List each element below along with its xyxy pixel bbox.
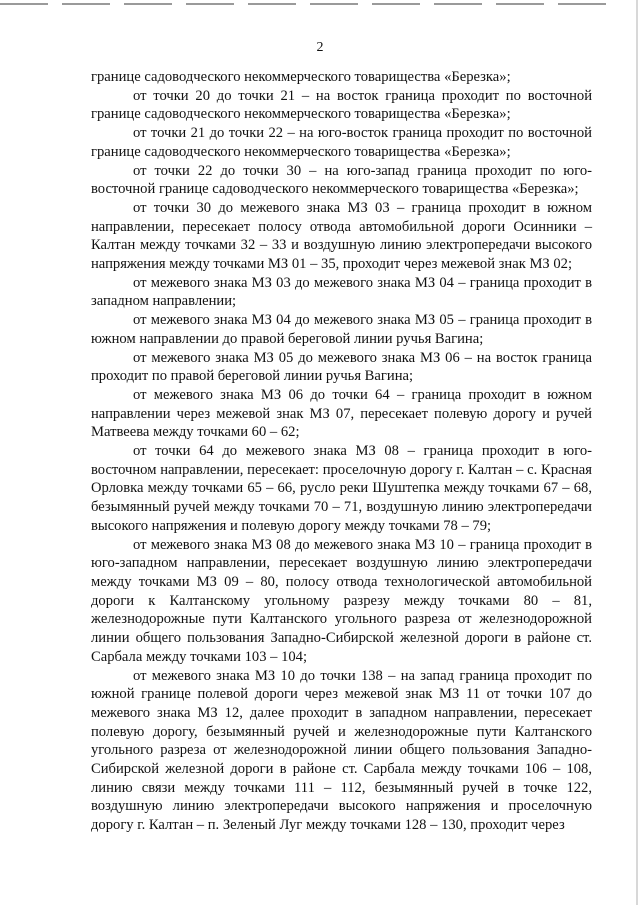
paragraph: от межевого знака МЗ 03 до межевого знака МЗ 04 – граница проходит в западном направлении; xyxy=(91,274,592,310)
paragraph-continuation: границе садоводческого некоммерческого товарищества «Березка»; xyxy=(91,69,511,85)
scan-edge-shadow xyxy=(636,0,638,905)
paragraph: от межевого знака МЗ 04 до межевого знака МЗ 05 – граница проходит в южном направлении до правой береговой линии ручья Вагина; xyxy=(91,312,592,347)
scan-edge-marks xyxy=(0,0,640,6)
page-number: 2 xyxy=(316,40,324,55)
paragraph: от межевого знака МЗ 10 до точки 138 – на запад граница проходит по южной границе полевой дороги через межевой знак МЗ 11 от точки 107 до межевого знака МЗ 12, далее проходит в западном направлении, пересекает полевую дорогу, безымянный ручей и железнодорожные пути Калтанского угольного разреза от железнодорожной линии общего пользования Западно-Сибирской железной дороги в районе ст. Сарбала между точками 106 – 108, линию связи между точками 111 – 112, безымянный ручей в точке 122, воздушную линию электропередачи высокого напряжения и проселочную дорогу г. Калтан – п. Зеленый Луг между точками 128 – 130, проходит через xyxy=(91,667,592,834)
paragraph: от точки 30 до межевого знака МЗ 03 – граница проходит в южном направлении, пересекает полосу отвода автомобильной дороги Осинники – Калтан между точками 32 – 33 и воздушную линию электропередачи высокого напряжения между точками МЗ 01 – 35, проходит через межевой знак МЗ 02; xyxy=(91,199,592,273)
paragraph: от точки 22 до точки 30 – на юго-запад граница проходит по юго-восточной границе садоводческого некоммерческого товарищества «Березка»; xyxy=(91,162,592,198)
paragraph: от точки 20 до точки 21 – на восток граница проходит по восточной границе садоводческого некоммерческого товарищества «Березка»; xyxy=(91,87,592,123)
paragraph: от точки 21 до точки 22 – на юго-восток граница проходит по восточной границе садоводческого некоммерческого товарищества «Березка»; xyxy=(91,125,592,160)
paragraph: от межевого знака МЗ 05 до межевого знака МЗ 06 – на восток граница проходит по правой береговой линии ручья Вагина; xyxy=(91,349,592,385)
document-body xyxy=(91,68,592,835)
paragraph: от точки 64 до межевого знака МЗ 08 – граница проходит в юго-восточном направлении, пересекает: проселочную дорогу г. Калтан – с. Красная Орловка между точками 65 – 66, русло реки Шуштепка между точками 67 – 68, безымянный ручей между точками 70 – 71, воздушную линию электропередачи высокого напряжения и полевую дорогу между точками 78 – 79; xyxy=(91,443,592,534)
paragraph: от межевого знака МЗ 06 до точки 64 – граница проходит в южном направлении через межевой знак МЗ 07, пересекает полевую дорогу и ручей Матвеева между точками 60 – 62; xyxy=(91,386,592,441)
paragraph: от межевого знака МЗ 08 до межевого знака МЗ 10 – граница проходит в юго-западном направлении, пересекает воздушную линию электропередачи между точками МЗ 09 – 80, полосу отвода технологической автомобильной дороги к Калтанскому угольному разрезу между точками 80 – 81, железнодорожные пути Калтанского угольного разреза от железнодорожной линии общего пользования Западно-Сибирской железной дороги в районе ст. Сарбала между точками 103 – 104; xyxy=(91,536,592,665)
